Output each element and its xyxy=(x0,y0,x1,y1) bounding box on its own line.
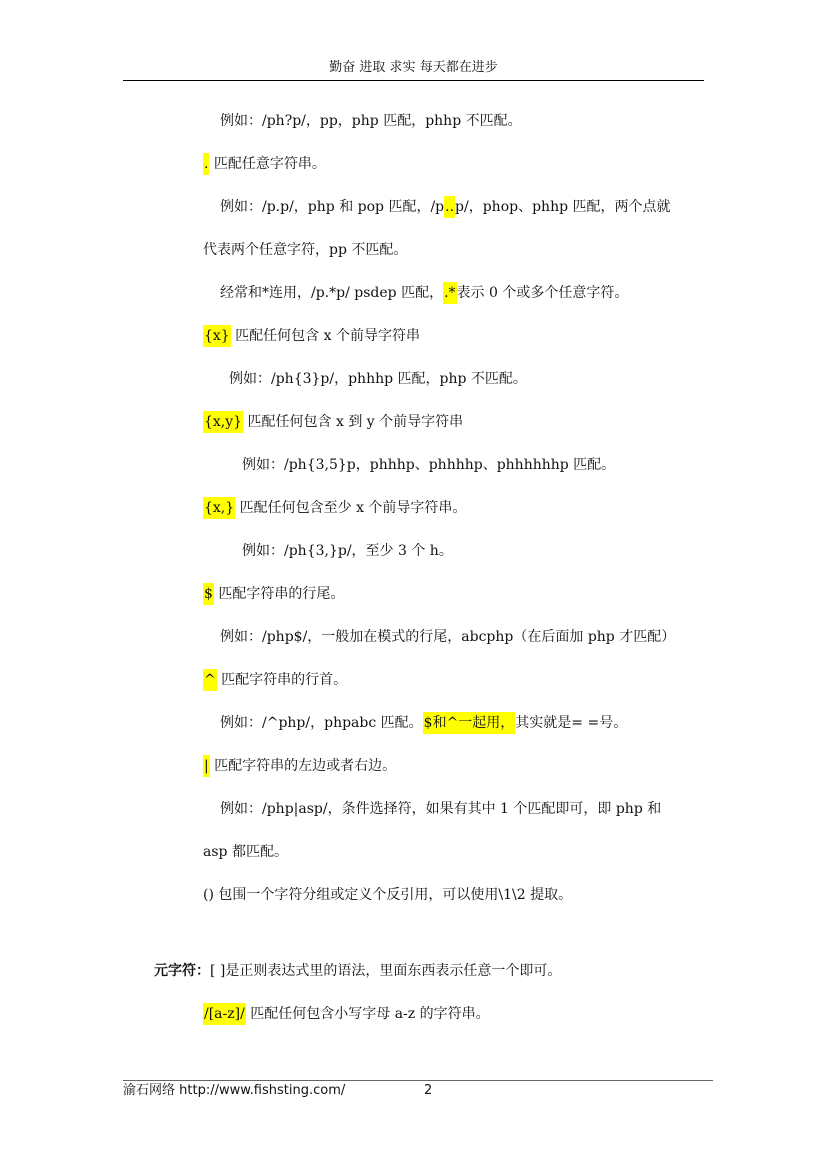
rule-x: {x} 匹配任何包含 x 个前导字符串 xyxy=(203,325,420,347)
rule-dot: . 匹配任意字符串。 xyxy=(203,153,326,175)
metachar-section: 元字符：[ ]是正则表达式里的语法，里面东西表示任意一个即可。 xyxy=(154,963,562,979)
metachar-heading: 元字符： xyxy=(154,963,210,979)
example-dot-continued: 代表两个任意字符，pp 不匹配。 xyxy=(203,242,408,258)
page-header: 勤奋 进取 求实 每天都在进步 xyxy=(329,60,498,75)
highlight-x-y: {x,y} xyxy=(203,411,243,433)
example-dot-star: 经常和*连用，/p.*p/ psdep 匹配，.*表示 0 个或多个任意字符。 xyxy=(220,282,628,304)
highlight-dollar: $ xyxy=(203,583,214,605)
rule-dollar: $ 匹配字符串的行尾。 xyxy=(203,583,344,605)
highlight-pipe: | xyxy=(203,755,210,777)
highlight-dollar-caret: $和^一起用， xyxy=(423,712,516,734)
rule-pipe: | 匹配字符串的左边或者右边。 xyxy=(203,755,396,777)
example-x-y: 例如：/ph{3,5}p，phhhp、phhhhp、phhhhhhp 匹配。 xyxy=(242,457,616,473)
example-caret: 例如：/^php/，phpabc 匹配。$和^一起用，其实就是= =号。 xyxy=(220,712,627,734)
example-dot: 例如：/p.p/，php 和 pop 匹配，/p..p/，phop、phhp 匹配，两个点就 xyxy=(220,196,671,218)
rule-parentheses: () 包围一个字符分组或定义个反引用，可以使用\1\2 提取。 xyxy=(203,887,573,903)
highlight-dot-star: .* xyxy=(443,282,456,304)
rule-caret: ^ 匹配字符串的行首。 xyxy=(203,669,347,691)
rule-char-class: /[a-z]/ 匹配任何包含小写字母 a-z 的字符串。 xyxy=(203,1003,490,1025)
highlight-x: {x} xyxy=(203,325,231,347)
example-question-mark: 例如：/ph?p/，pp，php 匹配，phhp 不匹配。 xyxy=(220,113,522,129)
page-number: 2 xyxy=(424,1083,433,1098)
example-dollar: 例如：/php$/，一般加在模式的行尾，abcphp（在后面加 php 才匹配） xyxy=(220,629,676,645)
header-rule xyxy=(123,80,704,81)
footer-rule xyxy=(123,1080,713,1081)
highlight-two-dots: .. xyxy=(444,196,455,218)
rule-x-comma: {x,} 匹配任何包含至少 x 个前导字符串。 xyxy=(203,497,466,519)
example-x-comma: 例如：/ph{3,}p/，至少 3 个 h。 xyxy=(242,543,453,559)
example-x: 例如：/ph{3}p/，phhhp 匹配，php 不匹配。 xyxy=(229,371,527,387)
highlight-caret: ^ xyxy=(203,669,217,691)
highlight-char-class: /[a-z]/ xyxy=(203,1003,246,1025)
example-pipe-continued: asp 都匹配。 xyxy=(203,844,288,860)
rule-x-y: {x,y} 匹配任何包含 x 到 y 个前导字符串 xyxy=(203,411,463,433)
highlight-dot: . xyxy=(203,153,209,175)
example-pipe: 例如：/php|asp/，条件选择符，如果有其中 1 个匹配即可，即 php 和 xyxy=(220,801,662,817)
highlight-x-comma: {x,} xyxy=(203,497,235,519)
footer-company: 渝石网络 http://www.fishsting.com/ xyxy=(123,1083,346,1098)
